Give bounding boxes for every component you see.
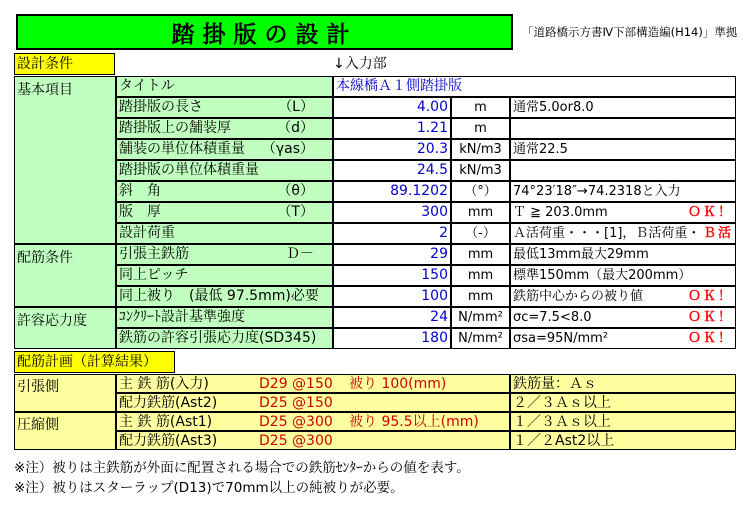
row-note-text: 最低13mm最大29mm bbox=[513, 247, 649, 262]
row-unit: mm bbox=[451, 202, 510, 223]
row-note-text: 通常22.5 bbox=[513, 142, 568, 157]
row-note bbox=[510, 328, 736, 349]
row-label bbox=[116, 223, 333, 244]
input-marker: ↓入力部 bbox=[333, 56, 387, 72]
plan-requirement: ２／３Ａｓ以上 bbox=[510, 393, 736, 412]
row-note-text: 標準150mm（最大200mm） bbox=[513, 268, 692, 283]
row-value-input[interactable]: 24.5 bbox=[333, 160, 451, 181]
row-symbol: （γas） bbox=[261, 141, 314, 157]
section-allowable: 許容応力度 bbox=[14, 307, 116, 349]
row-unit: N/mm² bbox=[451, 328, 510, 349]
row-unit: mm bbox=[451, 244, 510, 265]
plan-cover: 被り 100(mm) bbox=[349, 375, 447, 392]
row-unit: （-） bbox=[451, 223, 510, 244]
row-value-input[interactable]: 100 bbox=[333, 286, 451, 307]
row-label bbox=[116, 202, 333, 223]
row-note bbox=[510, 286, 736, 307]
row-note-text: Ｔ ≧ 203.0mm bbox=[513, 205, 608, 220]
row-label bbox=[116, 97, 333, 118]
plan-requirement: １／２Ast2以上 bbox=[510, 431, 736, 450]
plan-row bbox=[116, 431, 510, 450]
plan-cover: 被り 95.5以上(mm) bbox=[349, 413, 479, 430]
plan-row bbox=[116, 412, 510, 431]
note-1: ※注）被りは主鉄筋が外面に配置される場合での鉄筋ｾﾝﾀｰからの値を表す。 bbox=[14, 460, 470, 476]
row-value-input[interactable]: 180 bbox=[333, 328, 451, 349]
plan-tension: 引張側 bbox=[14, 374, 116, 412]
plan-bar: D29 @150 bbox=[259, 375, 333, 392]
row-label-text: 舗装の単位体積重量 bbox=[119, 141, 245, 157]
row-value-input[interactable]: 150 bbox=[333, 265, 451, 286]
row-value-input[interactable]: 2 bbox=[333, 223, 451, 244]
sheet-title: 踏掛版の設計 bbox=[16, 14, 513, 50]
row-note-text: Ａ活荷重・・・[1]，Ｂ活荷重・ bbox=[513, 226, 701, 241]
row-note bbox=[510, 223, 736, 244]
row-label-text: 踏掛版の単位体積重量 bbox=[119, 162, 259, 178]
ok-status: ＯＫ！ bbox=[687, 310, 733, 325]
row-label bbox=[116, 181, 333, 202]
plan-label: 配筋計画（計算結果） bbox=[14, 351, 175, 373]
section-basic: 基本項目 bbox=[14, 76, 116, 244]
row-note bbox=[510, 118, 736, 139]
plan-compression: 圧縮側 bbox=[14, 412, 116, 450]
row-note bbox=[510, 139, 736, 160]
row-label bbox=[116, 265, 333, 286]
row-symbol: （d） bbox=[277, 120, 314, 136]
row-note bbox=[510, 160, 736, 181]
plan-bar: D25 @300 bbox=[259, 432, 333, 449]
row-label bbox=[116, 118, 333, 139]
plan-row bbox=[116, 374, 510, 393]
row-label-text: 引張主鉄筋 bbox=[119, 246, 189, 262]
plan-requirement: １／３Ａｓ以上 bbox=[510, 412, 736, 431]
row-unit: m bbox=[451, 97, 510, 118]
row-value-input[interactable]: 89.1202 bbox=[333, 181, 451, 202]
row-label bbox=[116, 286, 333, 307]
row-note bbox=[510, 265, 736, 286]
row-value-input[interactable]: 4.00 bbox=[333, 97, 451, 118]
row-unit: mm bbox=[451, 286, 510, 307]
plan-name: 配力鉄筋(Ast2) bbox=[119, 394, 218, 411]
title-input[interactable]: 本線橋Ａ１側踏掛版 bbox=[333, 76, 736, 97]
row-symbol: （T） bbox=[277, 204, 314, 220]
ok-status: Ｂ活 bbox=[702, 226, 733, 241]
plan-name: 主 鉄 筋(入力) bbox=[119, 375, 209, 392]
row-unit: kN/m3 bbox=[451, 160, 510, 181]
plan-name: 配力鉄筋(Ast3) bbox=[119, 432, 218, 449]
row-note-text: 通常5.0or8.0 bbox=[513, 100, 594, 115]
row-unit: （°） bbox=[451, 181, 510, 202]
plan-requirement: 鉄筋量：Ａｓ bbox=[510, 374, 736, 393]
row-note bbox=[510, 244, 736, 265]
row-label: タイトル bbox=[116, 76, 333, 97]
row-unit: mm bbox=[451, 265, 510, 286]
row-label-text: 斜 角 bbox=[119, 183, 161, 199]
row-note-text: σc=7.5<8.0 bbox=[513, 310, 592, 325]
plan-bar: D25 @150 bbox=[259, 394, 333, 411]
row-value-input[interactable]: 24 bbox=[333, 307, 451, 328]
note-2: ※注）被りはスターラップ(D13)で70mm以上の純被りが必要。 bbox=[14, 480, 404, 496]
section-rebar: 配筋条件 bbox=[14, 244, 116, 307]
design-conditions-label: 設計条件 bbox=[14, 53, 115, 75]
row-value-input[interactable]: 29 bbox=[333, 244, 451, 265]
row-label bbox=[116, 328, 333, 349]
row-unit: N/mm² bbox=[451, 307, 510, 328]
row-note bbox=[510, 307, 736, 328]
row-label-text: ｺﾝｸﾘｰﾄ設計基準強度 bbox=[119, 309, 245, 325]
row-label bbox=[116, 307, 333, 328]
ok-status: ＯＫ！ bbox=[687, 205, 733, 220]
row-symbol: Ｄ－ bbox=[286, 246, 314, 262]
row-note-text: 鉄筋中心からの被り値 bbox=[513, 289, 644, 304]
row-note bbox=[510, 181, 736, 202]
row-label-text: 踏掛版上の舗装厚 bbox=[119, 120, 231, 136]
row-note-text: 74°23′18″→74.2318と入力 bbox=[513, 184, 681, 199]
row-label bbox=[116, 244, 333, 265]
row-note-text: σsa=95N/mm² bbox=[513, 331, 609, 346]
row-label bbox=[116, 139, 333, 160]
row-unit: kN/m3 bbox=[451, 139, 510, 160]
plan-name: 主 鉄 筋(Ast1) bbox=[119, 413, 213, 430]
row-unit: m bbox=[451, 118, 510, 139]
plan-row bbox=[116, 393, 510, 412]
row-label-text: 鉄筋の許容引張応力度(SD345) bbox=[119, 330, 317, 346]
row-label-text: 版 厚 bbox=[119, 204, 161, 220]
row-note bbox=[510, 202, 736, 223]
row-label-text: 同上被り (最低 97.5mm)必要 bbox=[119, 288, 319, 304]
row-note bbox=[510, 97, 736, 118]
row-symbol: （θ） bbox=[277, 183, 314, 199]
row-symbol: （L） bbox=[278, 99, 314, 115]
reference-standard: 「道路橋示方書Ⅳ下部構造編(H14)」準拠 bbox=[522, 25, 738, 39]
row-value-input[interactable]: 1.21 bbox=[333, 118, 451, 139]
row-value-input[interactable]: 300 bbox=[333, 202, 451, 223]
row-label bbox=[116, 160, 333, 181]
row-label-text: 踏掛版の長さ bbox=[119, 99, 203, 115]
row-value-input[interactable]: 20.3 bbox=[333, 139, 451, 160]
plan-bar: D25 @300 bbox=[259, 413, 333, 430]
ok-status: ＯＫ！ bbox=[687, 331, 733, 346]
row-label-text: 設計荷重 bbox=[119, 225, 175, 241]
ok-status: ＯＫ！ bbox=[687, 289, 733, 304]
row-label-text: 同上ピッチ bbox=[119, 267, 189, 283]
